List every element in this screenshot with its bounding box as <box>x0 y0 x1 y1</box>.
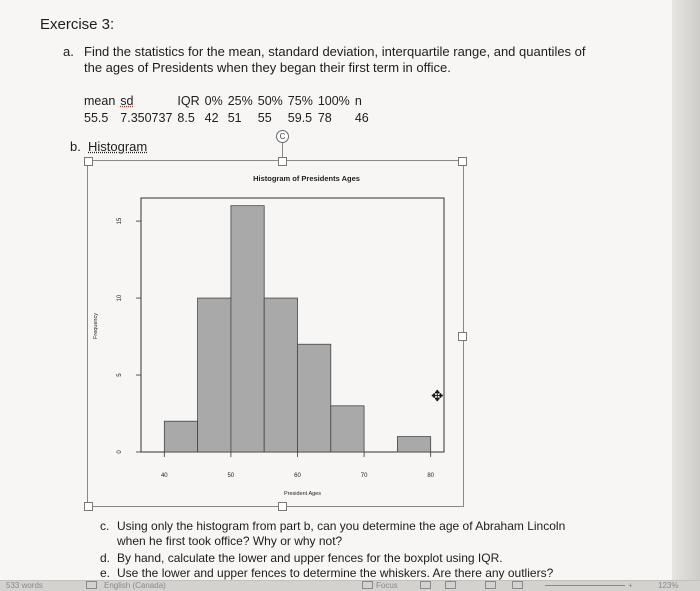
stats-header-sd: sd <box>120 94 134 108</box>
stats-header-n: n <box>354 94 362 108</box>
part-a-marker: a. <box>63 44 74 59</box>
y-axis-label: Frequency <box>93 313 99 339</box>
histogram-bar <box>164 421 197 452</box>
zoom-in-icon[interactable]: + <box>628 581 633 590</box>
part-b-title: Histogram <box>88 139 148 154</box>
histogram-bar <box>264 298 297 452</box>
stats-header-mean: mean <box>84 94 116 108</box>
x-tick-label: 80 <box>427 473 435 479</box>
x-tick-label: 70 <box>360 473 368 479</box>
part-a-text-line2: the ages of Presidents when they began their first term in office. <box>84 60 451 75</box>
part-e-marker: e. <box>100 566 111 580</box>
x-tick-label: 40 <box>160 473 168 479</box>
stats-header-50pct: 50% <box>257 94 283 108</box>
stats-value-0pct: 42 <box>204 111 219 125</box>
stats-value-25pct: 51 <box>227 111 242 125</box>
part-d-marker: d. <box>100 551 111 565</box>
focus-button[interactable]: Focus <box>376 581 398 590</box>
word-count[interactable]: 533 words <box>6 581 43 590</box>
histogram-bar <box>297 344 330 452</box>
chart-title: Histogram of Presidents Ages <box>253 174 360 183</box>
part-c-marker: c. <box>100 519 110 533</box>
stats-value-100pct: 78 <box>317 111 332 125</box>
stats-value-n: 46 <box>354 111 369 125</box>
x-tick-label: 60 <box>294 473 301 479</box>
y-tick-label: 15 <box>117 217 123 225</box>
part-a-text-line1: Find the statistics for the mean, standard deviation, interquartile range, and quantiles of <box>84 44 586 59</box>
stats-value-iqr: 8.5 <box>177 111 195 125</box>
part-b-marker: b. <box>70 139 81 154</box>
part-c-text-line1: Using only the histogram from part b, can you determine the age of Abraham Lincoln <box>117 519 566 533</box>
stats-value-50pct: 55 <box>257 111 272 125</box>
histogram-bar <box>231 206 264 452</box>
stats-header-75pct: 75% <box>287 94 313 108</box>
y-tick-label: 0 <box>117 450 123 454</box>
y-tick-label: 5 <box>117 373 123 377</box>
part-c-text-line2: when he first took office? Why or why not? <box>117 534 343 548</box>
stats-value-75pct: 59.5 <box>287 111 313 125</box>
y-tick-label: 10 <box>117 294 123 302</box>
language-indicator[interactable]: English (Canada) <box>104 581 166 590</box>
exercise-title: Exercise 3: <box>40 16 115 33</box>
stats-header-100pct: 100% <box>317 94 350 108</box>
histogram-bar <box>198 298 231 452</box>
anchor-icon[interactable]: C <box>276 130 289 143</box>
part-d-text: By hand, calculate the lower and upper fences for the boxplot using IQR. <box>117 551 503 565</box>
move-cursor-icon: ✥ <box>431 388 444 405</box>
stats-header-0pct: 0% <box>204 94 223 108</box>
stats-header-iqr: IQR <box>177 94 200 108</box>
histogram-bar <box>397 437 430 452</box>
x-tick-label: 50 <box>227 473 235 479</box>
histogram-bar <box>331 406 364 452</box>
zoom-slider[interactable] <box>545 585 625 586</box>
zoom-level[interactable]: 123% <box>658 581 679 590</box>
part-e-text: Use the lower and upper fences to determine the whiskers. Are there any outliers? <box>117 566 554 580</box>
stats-header-25pct: 25% <box>227 94 253 108</box>
stats-value-sd: 7.350737 <box>120 111 173 125</box>
stats-value-mean: 55.5 <box>84 111 109 125</box>
status-bar <box>0 580 700 591</box>
x-axis-label: President Ages <box>284 491 321 497</box>
